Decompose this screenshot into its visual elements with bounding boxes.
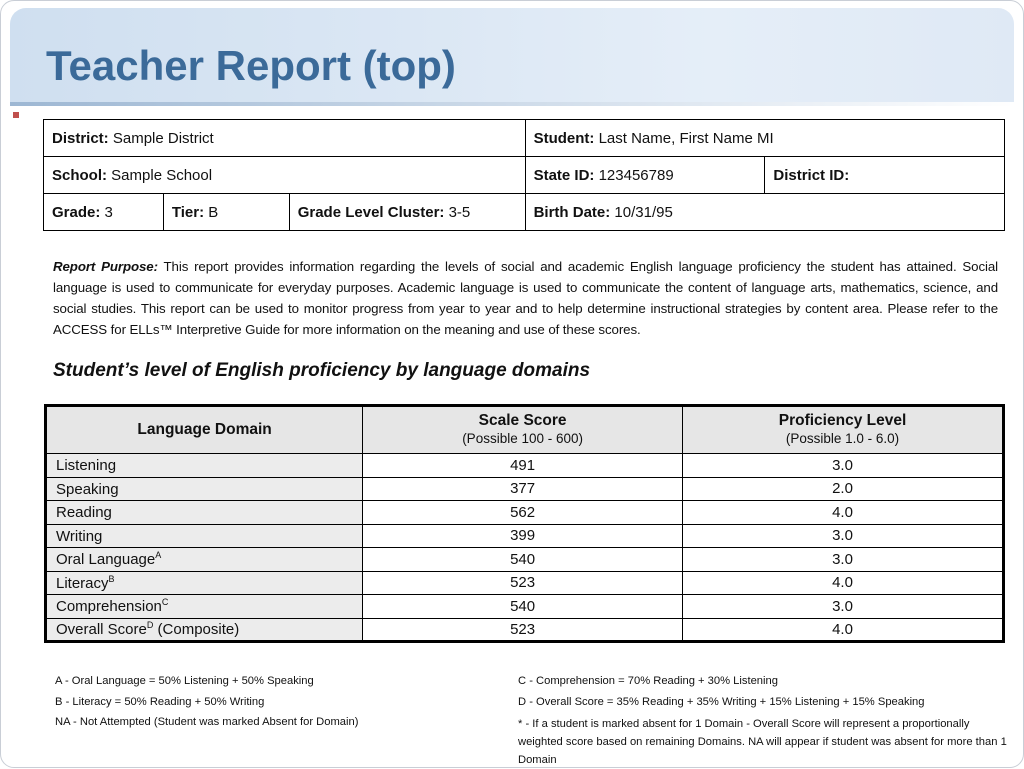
state-id-cell: State ID: 123456789 (525, 157, 765, 194)
tier-cell: Tier: B (163, 194, 289, 231)
purpose-label: Report Purpose: (53, 259, 158, 274)
proficiency-level: 3.0 (683, 595, 1004, 619)
table-row (46, 548, 1004, 572)
table-row (46, 571, 1004, 595)
footnote-b: B - Literacy = 50% Reading + 50% Writing (55, 695, 265, 708)
proficiency-level: 4.0 (683, 618, 1004, 642)
table-row (46, 501, 1004, 525)
tier-value: B (208, 203, 219, 221)
footnote-d: D - Overall Score = 35% Reading + 35% Writing + 15% Listening + 15% Speaking (518, 695, 925, 708)
scale-score: 523 (363, 571, 683, 595)
domain-name: Reading (46, 501, 363, 525)
footnote-c: C - Comprehension = 70% Reading + 30% Listening (518, 675, 778, 687)
scale-score: 523 (363, 618, 683, 642)
scores-table (44, 404, 1005, 643)
header-proficiency-level: Proficiency Level (Possible 1.0 - 6.0) (683, 406, 1004, 454)
proficiency-level: 2.0 (683, 477, 1004, 501)
birth-date-value: 10/31/95 (614, 203, 673, 221)
scale-score: 562 (363, 501, 683, 525)
birth-date-cell: Birth Date: 10/31/95 (525, 194, 1004, 231)
report-image (30, 106, 1020, 766)
purpose-text: This report provides information regarding the levels of social and academic English language proficiency the student has attained. Social language is used to communicate for everyday purposes. Academic language is used to communicate the content of language arts, mathematics, science, and social studies. This report can be used to monitor progress from year to year and to help determine instructional strategies by content area. Please refer to the ACCESS for ELLs™ Interpretive Guide for more information on the meaning and use of these scores. (53, 259, 999, 337)
cluster-value: 3-5 (448, 203, 471, 221)
student-cell: Student: Last Name, First Name MI (525, 120, 1004, 157)
footnotes-right (518, 671, 1008, 769)
state-id-value: 123456789 (598, 166, 674, 184)
footnote-absent: * - If a student is marked absent for 1 Domain - Overall Score will represent a proportionally weighted score based on remaining Domains. NA will appear if student was absent for more than 1 Domain (518, 718, 1007, 766)
footnote-na: NA - Not Attempted (Student was marked Absent for Domain) (55, 716, 359, 728)
grade-cell: Grade: 3 (44, 194, 164, 231)
title-band (10, 8, 1014, 102)
proficiency-level: 3.0 (683, 524, 1004, 548)
scale-score: 491 (363, 454, 683, 478)
slide-title: Teacher Report (top) (46, 42, 456, 89)
header-scale-score: Scale Score (Possible 100 - 600) (363, 406, 683, 454)
footnotes-left (55, 671, 358, 733)
table-row (46, 618, 1004, 642)
domain-name: Listening (46, 454, 363, 478)
section-title: Student’s level of English proficiency by language domains (53, 360, 591, 381)
proficiency-level: 4.0 (683, 571, 1004, 595)
table-row (46, 454, 1004, 478)
cluster-cell: Grade Level Cluster: 3-5 (289, 194, 525, 231)
proficiency-level: 3.0 (683, 454, 1004, 478)
district-value: Sample District (112, 129, 214, 147)
school-value: Sample School (111, 166, 213, 184)
table-row (46, 524, 1004, 548)
table-row (46, 477, 1004, 501)
header-language-domain: Language Domain (46, 406, 363, 454)
scale-score: 399 (363, 524, 683, 548)
district-cell: District: Sample District (44, 120, 526, 157)
domain-name: Writing (46, 524, 363, 548)
proficiency-level: 4.0 (683, 501, 1004, 525)
bullet-marker (13, 112, 19, 118)
footnote-a: A - Oral Language = 50% Listening + 50% Speaking (55, 675, 314, 687)
scale-score: 377 (363, 477, 683, 501)
proficiency-level: 3.0 (683, 548, 1004, 572)
domain-name: Oral Language$^A$ (46, 548, 363, 572)
scale-score: 540 (363, 548, 683, 572)
district-id-cell: District ID: (765, 157, 1005, 194)
domain-name: Overall Score$^D$ (Composite) (46, 618, 363, 642)
grade-value: 3 (104, 203, 113, 221)
scale-score: 540 (363, 595, 683, 619)
domain-name: Comprehension$^C$ (46, 595, 363, 619)
student-value: Last Name, First Name MI (598, 129, 774, 147)
domain-name: Literacy$^B$ (46, 571, 363, 595)
domain-name: Speaking (46, 477, 363, 501)
student-info-table (43, 119, 1005, 231)
report-purpose (53, 256, 998, 340)
table-row (46, 595, 1004, 619)
school-cell: School: Sample School (44, 157, 526, 194)
